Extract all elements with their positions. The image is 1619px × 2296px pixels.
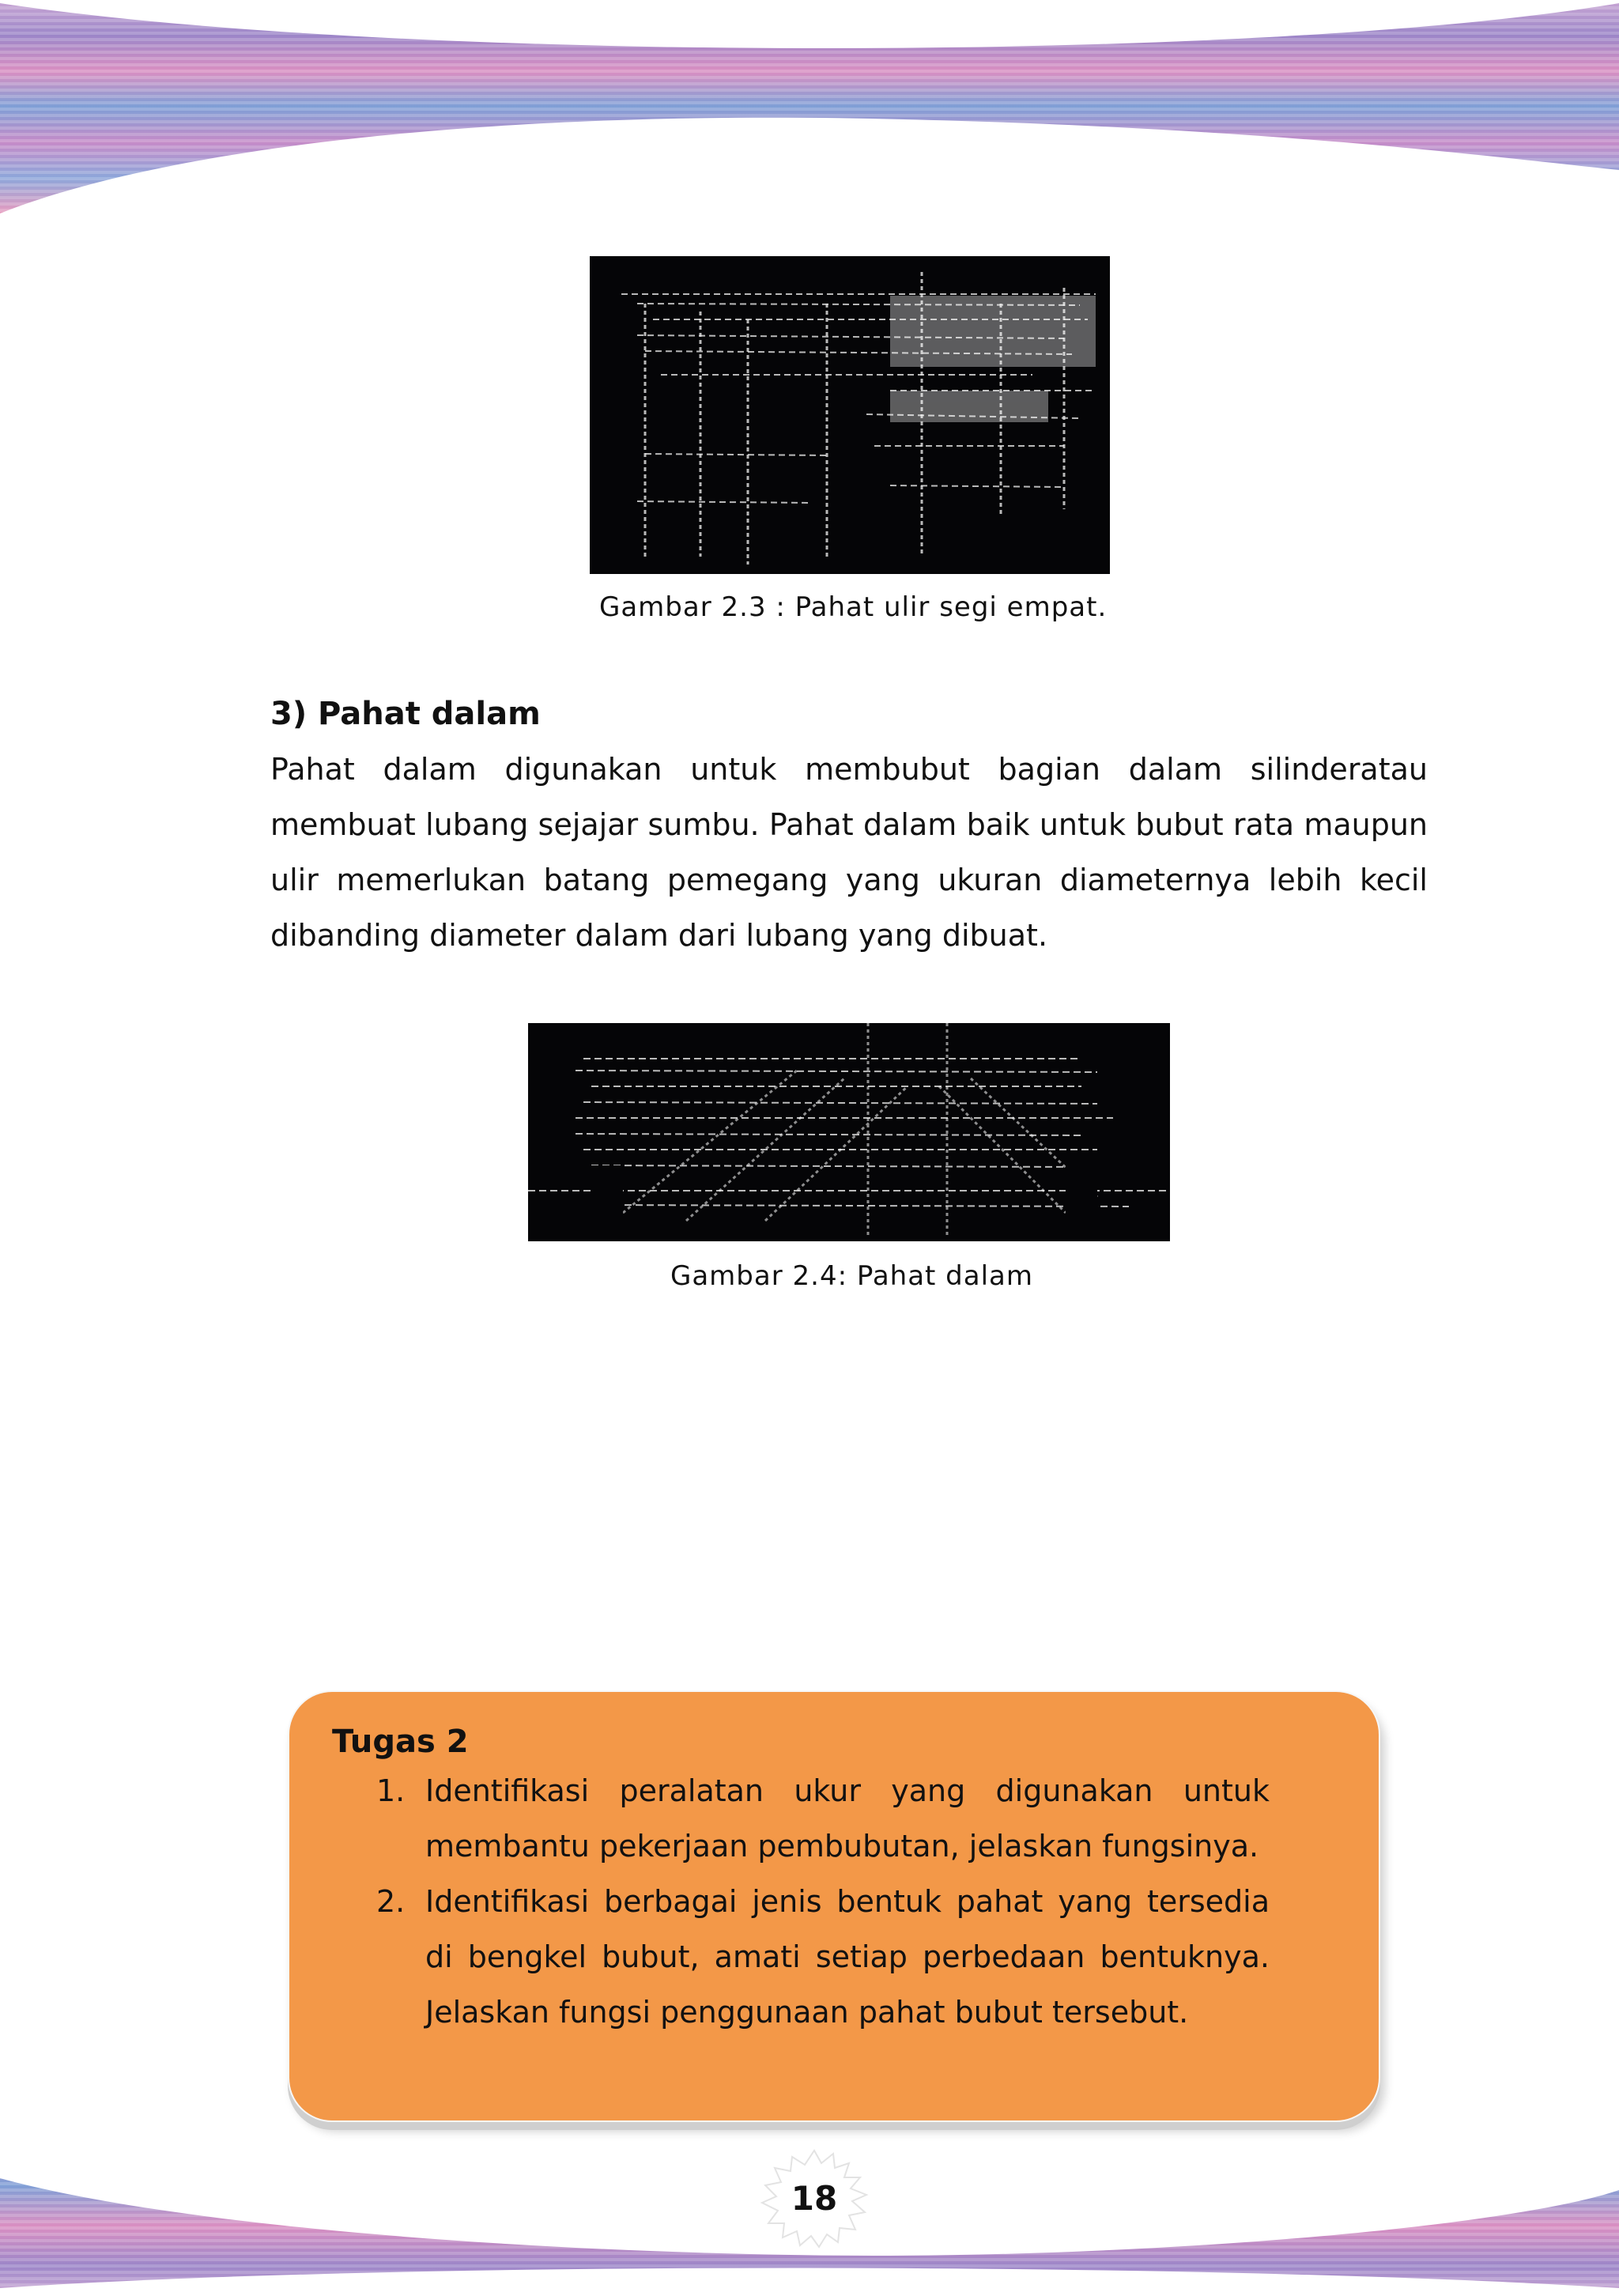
task-box bbox=[288, 1690, 1380, 2122]
list-item-text: Identifikasi peralatan ukur yang digunakan untuk membantu pekerjaan pembubutan, jelaskan fungsinya. bbox=[425, 1773, 1270, 1864]
header-decorative-band bbox=[0, 0, 1619, 237]
task-list bbox=[376, 1763, 1270, 2040]
list-item-number: 2. bbox=[376, 1884, 406, 1919]
page-number: 18 bbox=[791, 2179, 838, 2218]
task-title: Tugas 2 bbox=[332, 1724, 469, 1760]
figure-caption: Gambar 2.3 : Pahat ulir segi empat. bbox=[599, 591, 1108, 623]
section-paragraph: Pahat dalam digunakan untuk membubut bagian dalam silinderatau membuat lubang sejajar sumbu. Pahat dalam baik untuk bubut rata maupun ulir memerlukan batang pemegang yang ukuran diameternya lebih kecil dibanding diameter dalam dari lubang yang dibuat. bbox=[270, 752, 1428, 953]
list-item-text: Identifikasi berbagai jenis bentuk pahat yang tersedia di bengkel bubut, amati setiap perbedaan bentuknya. Jelaskan fungsi penggunaan pahat bubut tersebut. bbox=[425, 1884, 1270, 2030]
task-list-item bbox=[376, 1874, 1270, 2040]
section-heading: 3) Pahat dalam bbox=[270, 696, 541, 732]
page-number-badge bbox=[751, 2147, 877, 2250]
task-list-item bbox=[376, 1763, 1270, 1874]
figure-boring-tool-image bbox=[528, 1023, 1170, 1241]
figure-square-thread-tool-image bbox=[590, 256, 1110, 574]
list-item-number: 1. bbox=[376, 1773, 406, 1808]
figure-caption: Gambar 2.4: Pahat dalam bbox=[670, 1260, 1033, 1292]
